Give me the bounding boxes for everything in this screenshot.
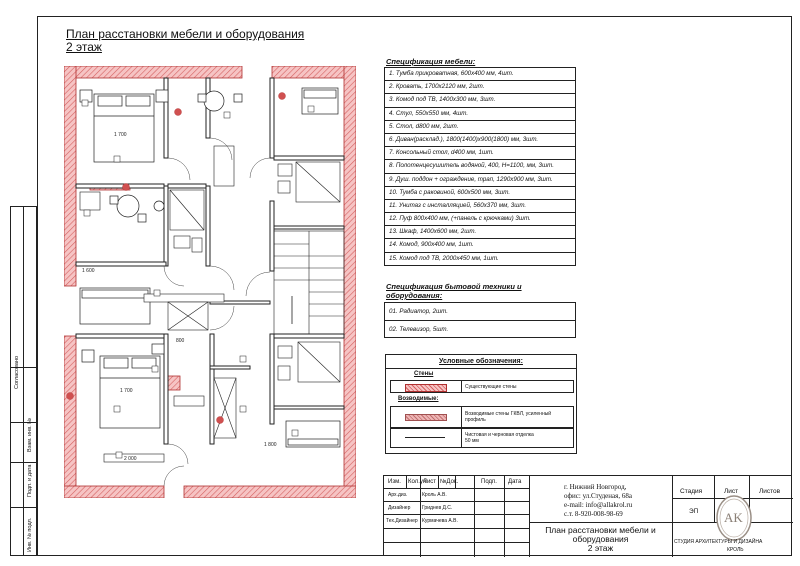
legend-gkl-line: Возводимые стены ГКВЛ, усиленный	[465, 411, 552, 417]
legend-col-divider	[461, 407, 462, 427]
tb-col-line	[420, 476, 421, 557]
dim-bottom: 2 000	[124, 456, 137, 462]
legend-erected: Возводимые:	[398, 396, 439, 402]
tb-col-line	[474, 476, 475, 557]
tb-phone: с.т. 8-920-008-98-69	[564, 510, 623, 518]
tb-sheets: Листов	[759, 488, 781, 495]
appliance-spec-title-line: Спецификация бытовой техники и	[386, 282, 522, 291]
furniture-spec-table	[384, 67, 576, 266]
legend-col-divider	[461, 429, 462, 447]
appliance-spec-title-line: оборудования:	[386, 291, 443, 300]
title-line-2: 2 этаж	[66, 40, 102, 54]
furniture-spec-title: Спецификация мебели:	[386, 57, 476, 66]
tb-city: г. Нижний Новгород,	[564, 483, 627, 491]
floor-plan	[64, 66, 356, 498]
logo-letters: AK	[724, 510, 743, 525]
bathrooms	[170, 162, 340, 382]
appliance-spec-row: 02. Телевизор, 5шт.	[389, 325, 449, 333]
legend-finish-label	[465, 432, 534, 444]
gkl-wall-swatch	[405, 414, 447, 421]
tb-row-line	[384, 501, 529, 502]
tb-sheet-title-line: План расстановки мебели и	[545, 525, 656, 535]
furniture-spec-row: 1. Тумба прикроватная, 600х400 мм, 4шт.	[385, 68, 575, 81]
tb-role: Дизайнер	[388, 505, 411, 511]
tb-row-line	[384, 542, 529, 543]
legend-finish-row	[390, 428, 574, 448]
furniture-spec-row: 3. Комод под ТВ, 1400х300 мм, 3шт.	[385, 94, 575, 107]
tb-person: Курмачева А.В.	[422, 518, 458, 524]
appliance-spec-row: 01. Радиатор, 2шт.	[385, 303, 575, 321]
tb-col-line	[438, 476, 439, 488]
tb-stage-value: ЭП	[689, 508, 699, 515]
tb-stage: Стадия	[680, 488, 703, 495]
furniture-spec-row: 10. Тумба с раковиной, 600х500 мм, 3шт.	[385, 187, 575, 200]
tb-email: e-mail: info@allakrol.ru	[564, 501, 633, 509]
appliance-spec-table	[384, 302, 576, 338]
existing-wall-swatch	[405, 384, 447, 392]
tb-sheet-title-line: 2 этаж	[587, 543, 614, 553]
dim-left-b: 1 800	[264, 442, 277, 448]
furniture-spec-row: 14. Комод, 900х400 мм, 1шт.	[385, 239, 575, 252]
appliance-spec-title	[386, 282, 522, 300]
tb-row-line	[384, 528, 529, 529]
tb-studio-name: КРОЛЬ	[727, 547, 744, 553]
tb-role: Арх.диз.	[388, 492, 408, 498]
legend-finish-line: Чистовая и черновая отделка	[465, 432, 534, 438]
tb-header: №Док.	[440, 479, 459, 485]
tb-person: Кроль А.В.	[422, 492, 447, 498]
tb-studio: СТУДИЯ АРХИТЕКТУРЫ И ДИЗАЙНА	[674, 539, 763, 545]
tb-row-line	[384, 488, 529, 489]
bed-lower	[82, 344, 164, 428]
stamp-divider	[11, 462, 36, 463]
dim-mid: 800	[176, 338, 185, 344]
title-block	[383, 475, 792, 556]
tb-office: офис: ул.Студеная, 68а	[564, 492, 632, 500]
page-title	[66, 28, 304, 54]
tb-col-line	[504, 476, 505, 557]
stamp-inv-orig: Инв. № подл.	[27, 517, 33, 552]
dim-bed-top: 1 700	[114, 132, 127, 138]
tb-header: Дата	[508, 479, 522, 485]
furniture-spec-row: 8. Полотенцесушитель водяной, 400, H=1100, мм, 3шт.	[385, 160, 575, 173]
tb-role: Тех.Дизайнер	[386, 518, 418, 524]
furniture-spec-row: 2. Кровать, 1700х2120 мм, 2шт.	[385, 81, 575, 94]
furniture-spec-row: 15. Комод под ТВ, 2000х450 мм, 1шт.	[389, 254, 499, 262]
tb-header: Подп.	[481, 479, 497, 485]
tb-header: Лист	[423, 479, 437, 485]
tb-header: Изм.	[388, 479, 401, 485]
stamp-sign-date: Подп. и дата	[27, 464, 33, 497]
furniture-spec-row: 9. Душ. поддон + ограждение, трап, 1290х900 мм, 3шт.	[385, 174, 575, 187]
tb-sheet-title	[529, 526, 672, 553]
legend-gkl-line: профиль	[465, 417, 486, 423]
legend-gkl-label	[465, 411, 551, 423]
dim-left-a: 1 600	[82, 268, 95, 274]
stamp-inv-replace: Взам. инв. №	[27, 417, 33, 452]
tb-person: Гриднев Д.С.	[422, 505, 453, 511]
legend-walls: Стены	[414, 371, 434, 377]
furniture-spec-row: 11. Унитаз с инсталляцией, 560х370 мм, 3шт.	[385, 200, 575, 213]
furniture-spec-row: 7. Консольный стол, d400 мм, 1шт.	[385, 147, 575, 160]
legend-finish-line: 50 мм	[465, 438, 479, 444]
tb-header: Кол.уч	[408, 479, 426, 485]
tb-col-line	[672, 476, 673, 557]
legend-col-divider	[461, 381, 462, 392]
furniture-spec-row: 4. Стул, 550х550 мм, 4шт.	[385, 108, 575, 121]
tb-sheet: Лист	[724, 488, 739, 495]
bed-upper	[80, 90, 168, 162]
dim-bed-bottom: 1 700	[120, 388, 133, 394]
legend-divider	[386, 368, 576, 369]
furniture-spec-row: 6. Диван(расклад.), 1800(1400)х900(1800) мм, 3шт.	[385, 134, 575, 147]
legend-gkl-row	[390, 406, 574, 428]
legend-existing-label: Существующие стены	[465, 384, 517, 390]
legend	[385, 354, 577, 454]
legend-existing-row	[390, 380, 574, 393]
title-line-1: План расстановки мебели и оборудования	[66, 27, 305, 41]
stamp-divider	[11, 507, 36, 508]
legend-title: Условные обозначения:	[439, 358, 523, 365]
left-stamp	[10, 206, 37, 556]
furniture-spec-row: 12. Пуф 800х400 мм, (+панель с крючками) 3шт.	[385, 213, 575, 226]
tb-col-line	[406, 476, 407, 488]
stamp-agreed: Согласовано	[14, 355, 20, 389]
staircase	[274, 231, 344, 334]
finish-swatch	[405, 437, 445, 438]
furniture-spec-row: 5. Стол, d800 мм, 2шт.	[385, 121, 575, 134]
tb-sheet-title-line: оборудования	[572, 534, 629, 544]
tb-row-line	[384, 514, 529, 515]
furniture-spec-row: 13. Шкаф, 1400х600 мм, 2шт.	[385, 226, 575, 239]
